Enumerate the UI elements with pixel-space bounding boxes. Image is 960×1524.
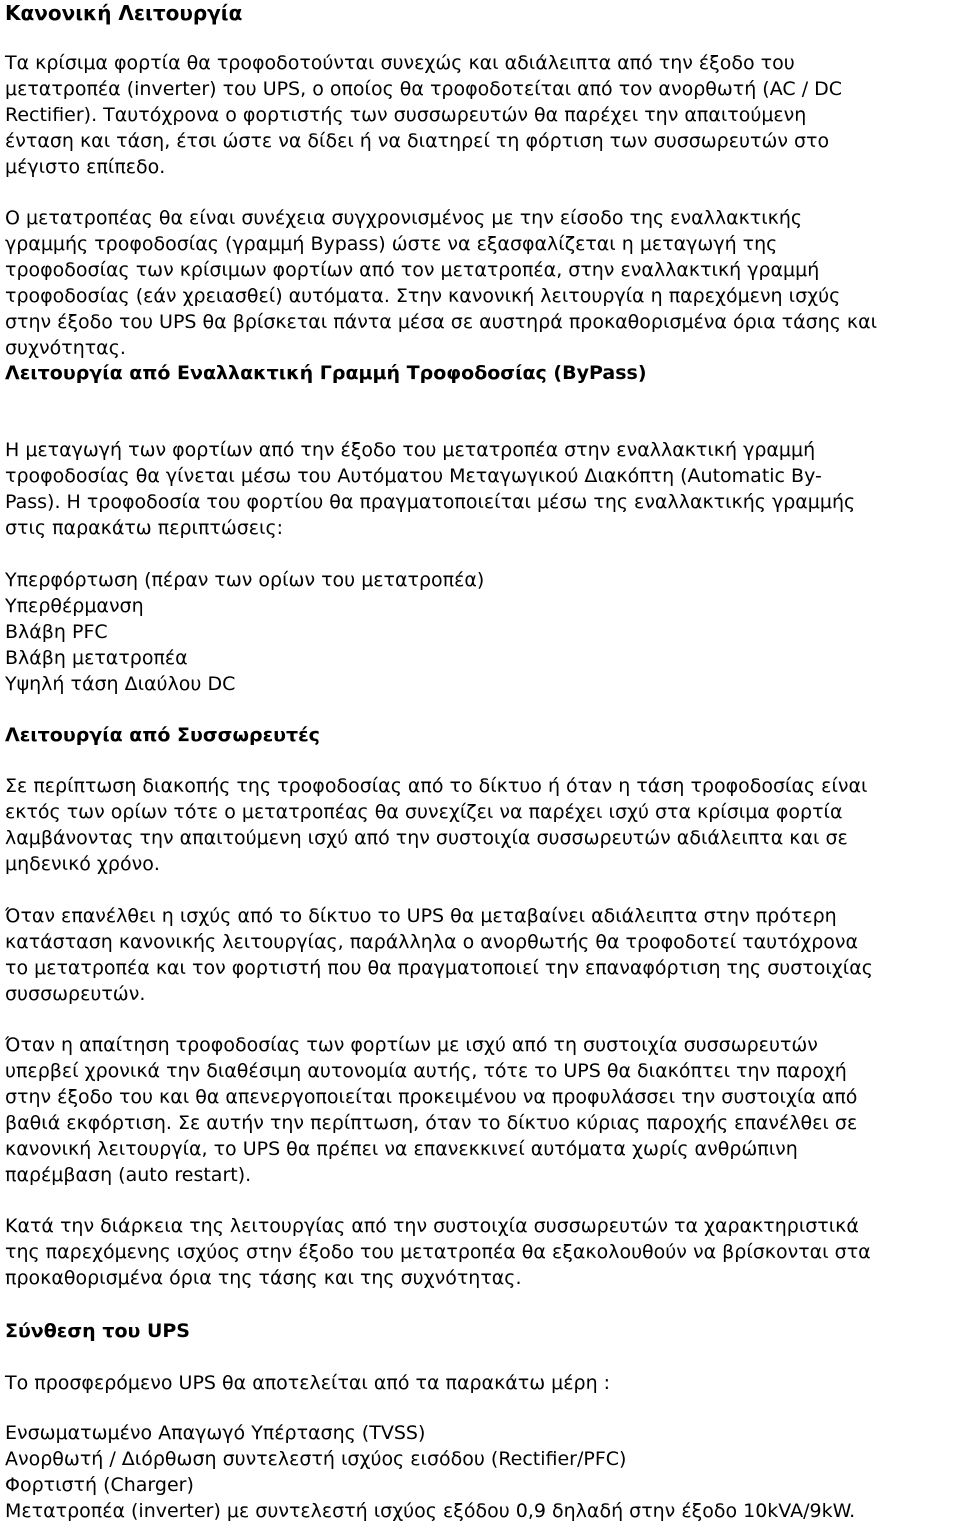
text-line: λαμβάνοντας την απαιτούμενη ισχύ από την συστοιχία συσσωρευτών αδιάλειπτα και σε — [5, 827, 848, 849]
composition-parts-list — [5, 1420, 855, 1524]
text-line: παρέμβαση (auto restart). — [5, 1164, 252, 1186]
text-line: στις παρακάτω περιπτώσεις: — [5, 517, 284, 539]
text-line: Rectifier). Ταυτόχρονα ο φορτιστής των συσσωρευτών θα παρέχει την απαιτούμενη — [5, 104, 807, 126]
text-line: συχνότητας. — [5, 337, 126, 359]
section-title-bypass: Λειτουργία από Εναλλακτική Γραμμή Τροφοδοσίας (ByPass) — [5, 362, 647, 384]
text-line: κανονική λειτουργία, το UPS θα πρέπει να επανεκκινεί αυτόματα χωρίς ανθρώπινη — [5, 1138, 798, 1160]
section-title-battery: Λειτουργία από Συσσωρευτές — [5, 724, 320, 746]
list-item: Φορτιστή (Charger) — [5, 1474, 194, 1496]
list-item: Υψηλή τάση Διαύλου DC — [5, 673, 236, 695]
normal-paragraph-1 — [5, 50, 842, 180]
list-item: Βλάβη PFC — [5, 621, 108, 643]
text-line: στην έξοδο του UPS θα βρίσκεται πάντα μέσα σε αυστηρά προκαθορισμένα όρια τάσης και — [5, 311, 878, 333]
text-line: εκτός των ορίων τότε ο μετατροπέας θα συνεχίζει να παρέχει ισχύ στα κρίσιμα φορτία — [5, 801, 843, 823]
text-line: Σε περίπτωση διακοπής της τροφοδοσίας από το δίκτυο ή όταν η τάση τροφοδοσίας είναι — [5, 775, 868, 797]
list-item: Βλάβη μετατροπέα — [5, 647, 188, 669]
text-line: μηδενικό χρόνο. — [5, 853, 160, 875]
text-line: Κατά την διάρκεια της λειτουργίας από την συστοιχία συσσωρευτών τα χαρακτηριστικά — [5, 1215, 859, 1237]
text-line: Η μεταγωγή των φορτίων από την έξοδο του μετατροπέα στην εναλλακτική γραμμή — [5, 439, 816, 461]
battery-paragraph-1 — [5, 773, 867, 877]
text-line: συσσωρευτών. — [5, 983, 146, 1005]
text-line: το μετατροπέα και τον φορτιστή που θα πραγματοποιεί την επαναφόρτιση της συστοιχίας — [5, 957, 873, 979]
text-line: κατάσταση κανονικής λειτουργίας, παράλληλα ο ανορθωτής θα τροφοδοτεί ταυτόχρονα — [5, 931, 859, 953]
text-line: Όταν επανέλθει η ισχύς από το δίκτυο το UPS θα μεταβαίνει αδιάλειπτα στην πρότερη — [5, 905, 837, 927]
text-line: προκαθορισμένα όρια της τάσης και της συχνότητας. — [5, 1267, 522, 1289]
bypass-paragraph-1 — [5, 437, 855, 541]
list-item: Υπερφόρτωση (πέραν των ορίων του μετατροπέα) — [5, 569, 485, 591]
text-line: Ο μετατροπέας θα είναι συνέχεια συγχρονισμένος με την είσοδο της εναλλακτικής — [5, 207, 803, 229]
bypass-conditions-list — [5, 567, 484, 697]
text-line: ένταση και τάση, έτσι ώστε να δίδει ή να διατηρεί τη φόρτιση των συσσωρευτών στο — [5, 130, 830, 152]
composition-intro — [5, 1370, 610, 1396]
text-line: τροφοδοσίας των κρίσιμων φορτίων από τον μετατροπέα, στην εναλλακτική γραμμή — [5, 259, 820, 281]
section-title-composition: Σύνθεση του UPS — [5, 1320, 190, 1342]
section-title-normal-operation: Κανονική Λειτουργία — [5, 1, 243, 25]
battery-paragraph-3 — [5, 1032, 857, 1188]
text-line: βαθιά εκφόρτιση. Σε αυτήν την περίπτωση, όταν το δίκτυο κύριας παροχής επανέλθει σε — [5, 1112, 858, 1134]
normal-paragraph-2 — [5, 205, 877, 361]
text-line: μέγιστο επίπεδο. — [5, 156, 166, 178]
list-item: Μετατροπέα (inverter) με συντελεστή ισχύος εξόδου 0,9 δηλαδή στην έξοδο 10kVA/9kW. — [5, 1500, 856, 1522]
text-line: μετατροπέα (inverter) του UPS, ο οποίος θα τροφοδοτείται από τον ανορθωτή (AC / DC — [5, 78, 843, 100]
text-line: στην έξοδο του και θα απενεργοποιείται προκειμένου να προφυλάσσει την συστοιχία από — [5, 1086, 858, 1108]
battery-paragraph-2 — [5, 903, 873, 1007]
list-item: Ενσωματωμένο Απαγωγό Υπέρτασης (TVSS) — [5, 1422, 426, 1444]
text-line: υπερβεί χρονικά την διαθέσιμη αυτονομία αυτής, τότε το UPS θα διακόπτει την παροχή — [5, 1060, 847, 1082]
list-item: Ανορθωτή / Διόρθωση συντελεστή ισχύος εισόδου (Rectifier/PFC) — [5, 1448, 627, 1470]
text-line: γραμμής τροφοδοσίας (γραμμή Bypass) ώστε να εξασφαλίζεται η μεταγωγή της — [5, 233, 778, 255]
text-line: της παρεχόμενης ισχύος στην έξοδο του μετατροπέα θα εξακολουθούν να βρίσκονται στα — [5, 1241, 871, 1263]
text-line: Pass). Η τροφοδοσία του φορτίου θα πραγματοποιείται μέσω της εναλλακτικής γραμμής — [5, 491, 856, 513]
text-line: τροφοδοσίας θα γίνεται μέσω του Αυτόματου Μεταγωγικού Διακόπτη (Automatic By- — [5, 465, 822, 487]
text-line: Το προσφερόμενο UPS θα αποτελείται από τα παρακάτω μέρη : — [5, 1372, 611, 1394]
text-line: Όταν η απαίτηση τροφοδοσίας των φορτίων με ισχύ από τη συστοιχία συσσωρευτών — [5, 1034, 818, 1056]
text-line: τροφοδοσίας (εάν χρειασθεί) αυτόματα. Στην κανονική λειτουργία η παρεχόμενη ισχύς — [5, 285, 841, 307]
text-line: Τα κρίσιμα φορτία θα τροφοδοτούνται συνεχώς και αδιάλειπτα από την έξοδο του — [5, 52, 795, 74]
list-item: Υπερθέρμανση — [5, 595, 144, 617]
battery-paragraph-4 — [5, 1213, 871, 1291]
